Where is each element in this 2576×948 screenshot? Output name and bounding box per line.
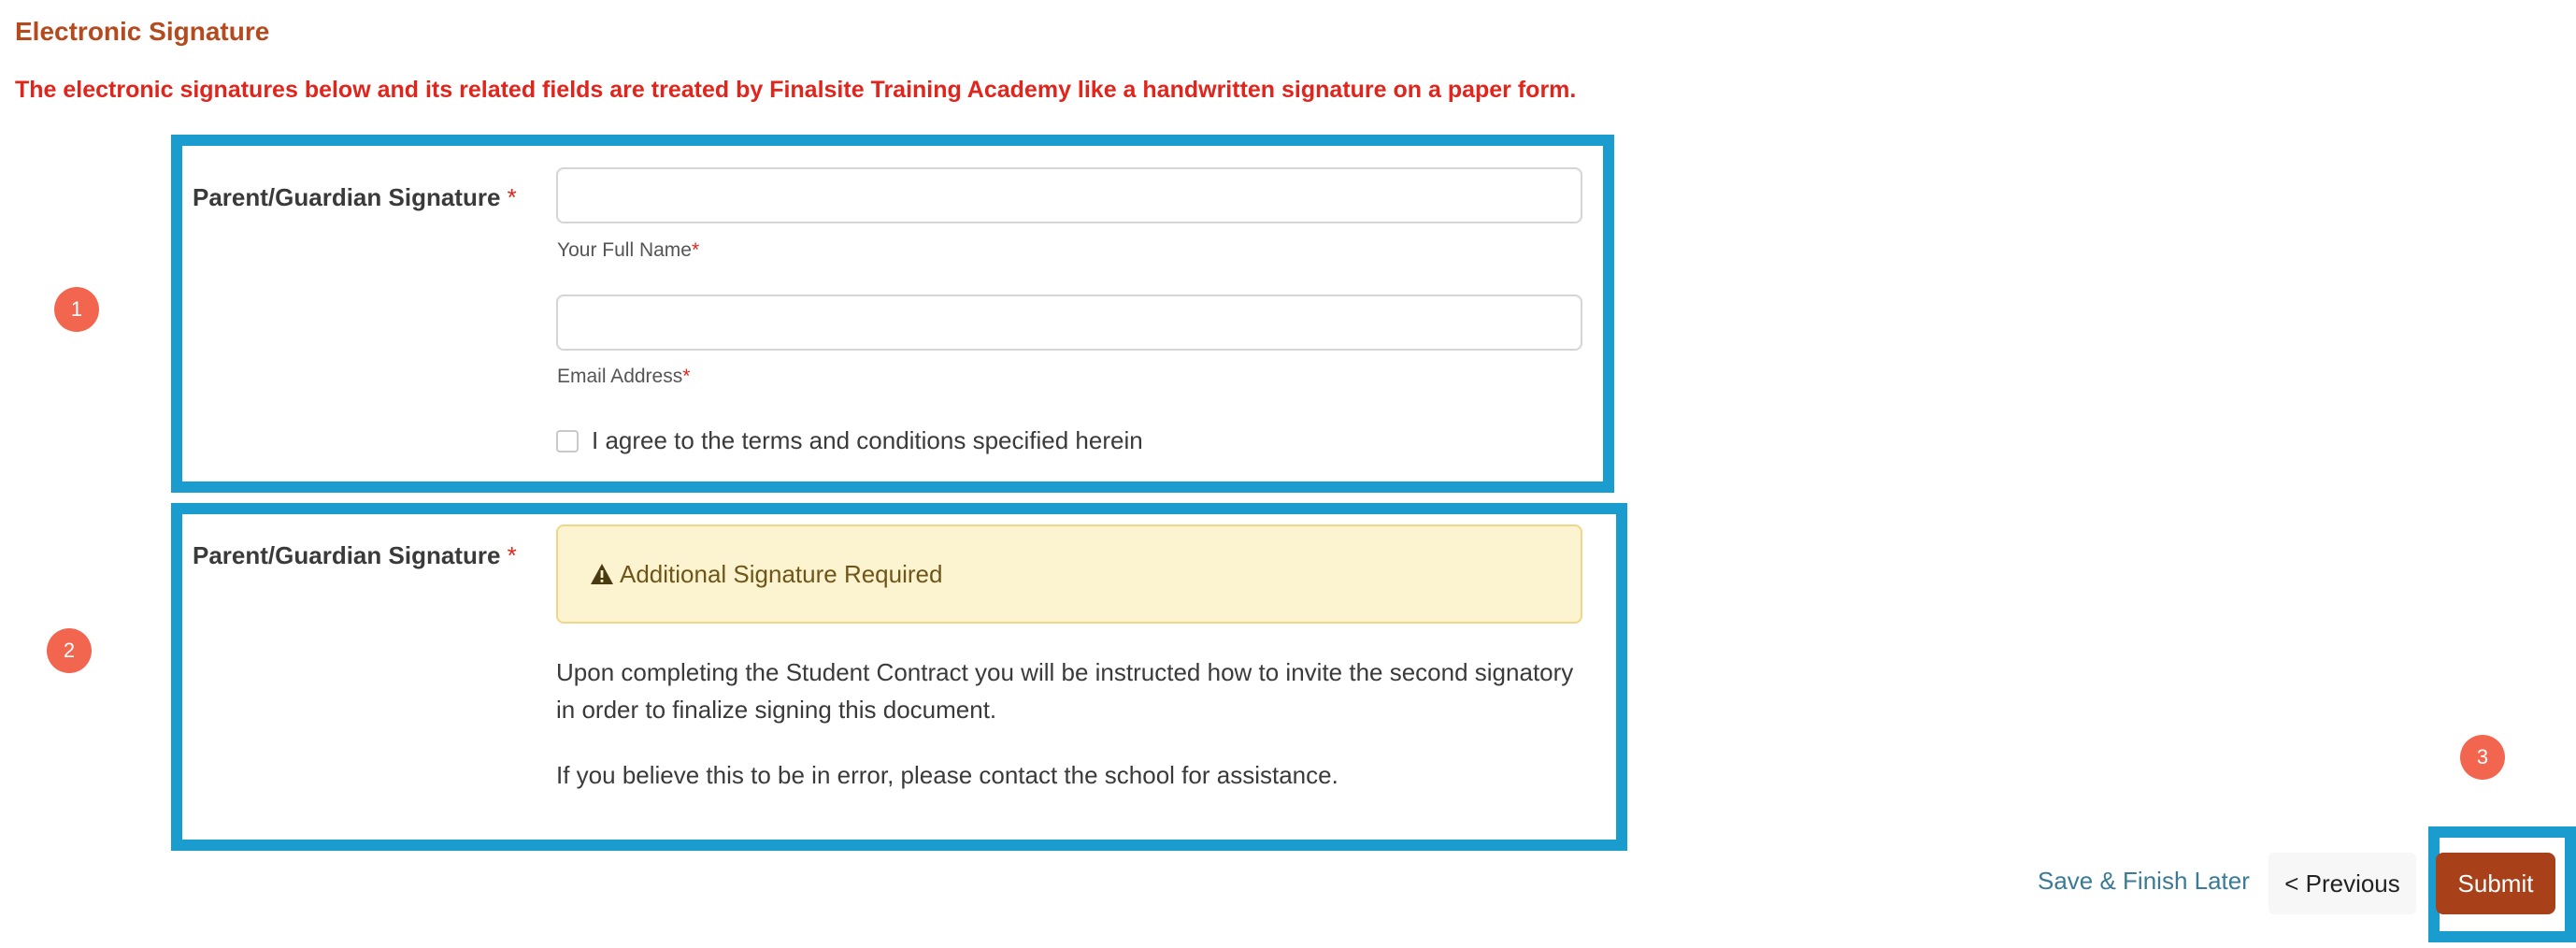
callout-badge-3: 3 <box>2460 735 2505 780</box>
full-name-input[interactable] <box>556 167 1582 223</box>
agree-terms-checkbox[interactable] <box>556 430 579 452</box>
full-name-label <box>557 239 699 262</box>
section-title: Electronic Signature <box>15 17 270 46</box>
full-name-label-text: Your Full Name <box>557 239 692 261</box>
warning-triangle-icon <box>590 563 614 585</box>
agree-terms-label[interactable]: I agree to the terms and conditions specified herein <box>592 426 1143 454</box>
save-finish-later-link[interactable]: Save & Finish Later <box>2038 867 2250 895</box>
required-asterisk: * <box>691 239 700 261</box>
signature-2-label <box>193 541 517 570</box>
previous-button[interactable]: < Previous <box>2268 853 2416 914</box>
required-asterisk: * <box>682 366 691 387</box>
agree-terms-row[interactable] <box>556 426 1143 455</box>
email-address-input[interactable] <box>556 294 1582 351</box>
email-address-label <box>557 366 690 388</box>
required-asterisk: * <box>507 541 517 569</box>
signature-1-label <box>193 183 517 212</box>
signature-1-label-text: Parent/Guardian Signature <box>193 183 501 211</box>
required-asterisk: * <box>507 183 517 211</box>
email-address-label-text: Email Address <box>557 366 683 387</box>
signature-2-label-text: Parent/Guardian Signature <box>193 541 501 569</box>
additional-signature-alert <box>556 524 1582 624</box>
second-signatory-instructions: Upon completing the Student Contract you will be instructed how to invite the second signatory in order to finalize signing this document. <box>556 658 1574 724</box>
additional-signature-text: Additional Signature Required <box>620 559 943 588</box>
submit-button[interactable]: Submit <box>2436 853 2555 914</box>
callout-badge-1: 1 <box>54 287 99 332</box>
signature-disclaimer: The electronic signatures below and its related fields are treated by Finalsite Training Academy like a handwritten signature on a paper form. <box>15 77 1577 103</box>
error-contact-note: If you believe this to be in error, please contact the school for assistance. <box>556 761 1338 789</box>
callout-badge-2: 2 <box>47 628 92 673</box>
